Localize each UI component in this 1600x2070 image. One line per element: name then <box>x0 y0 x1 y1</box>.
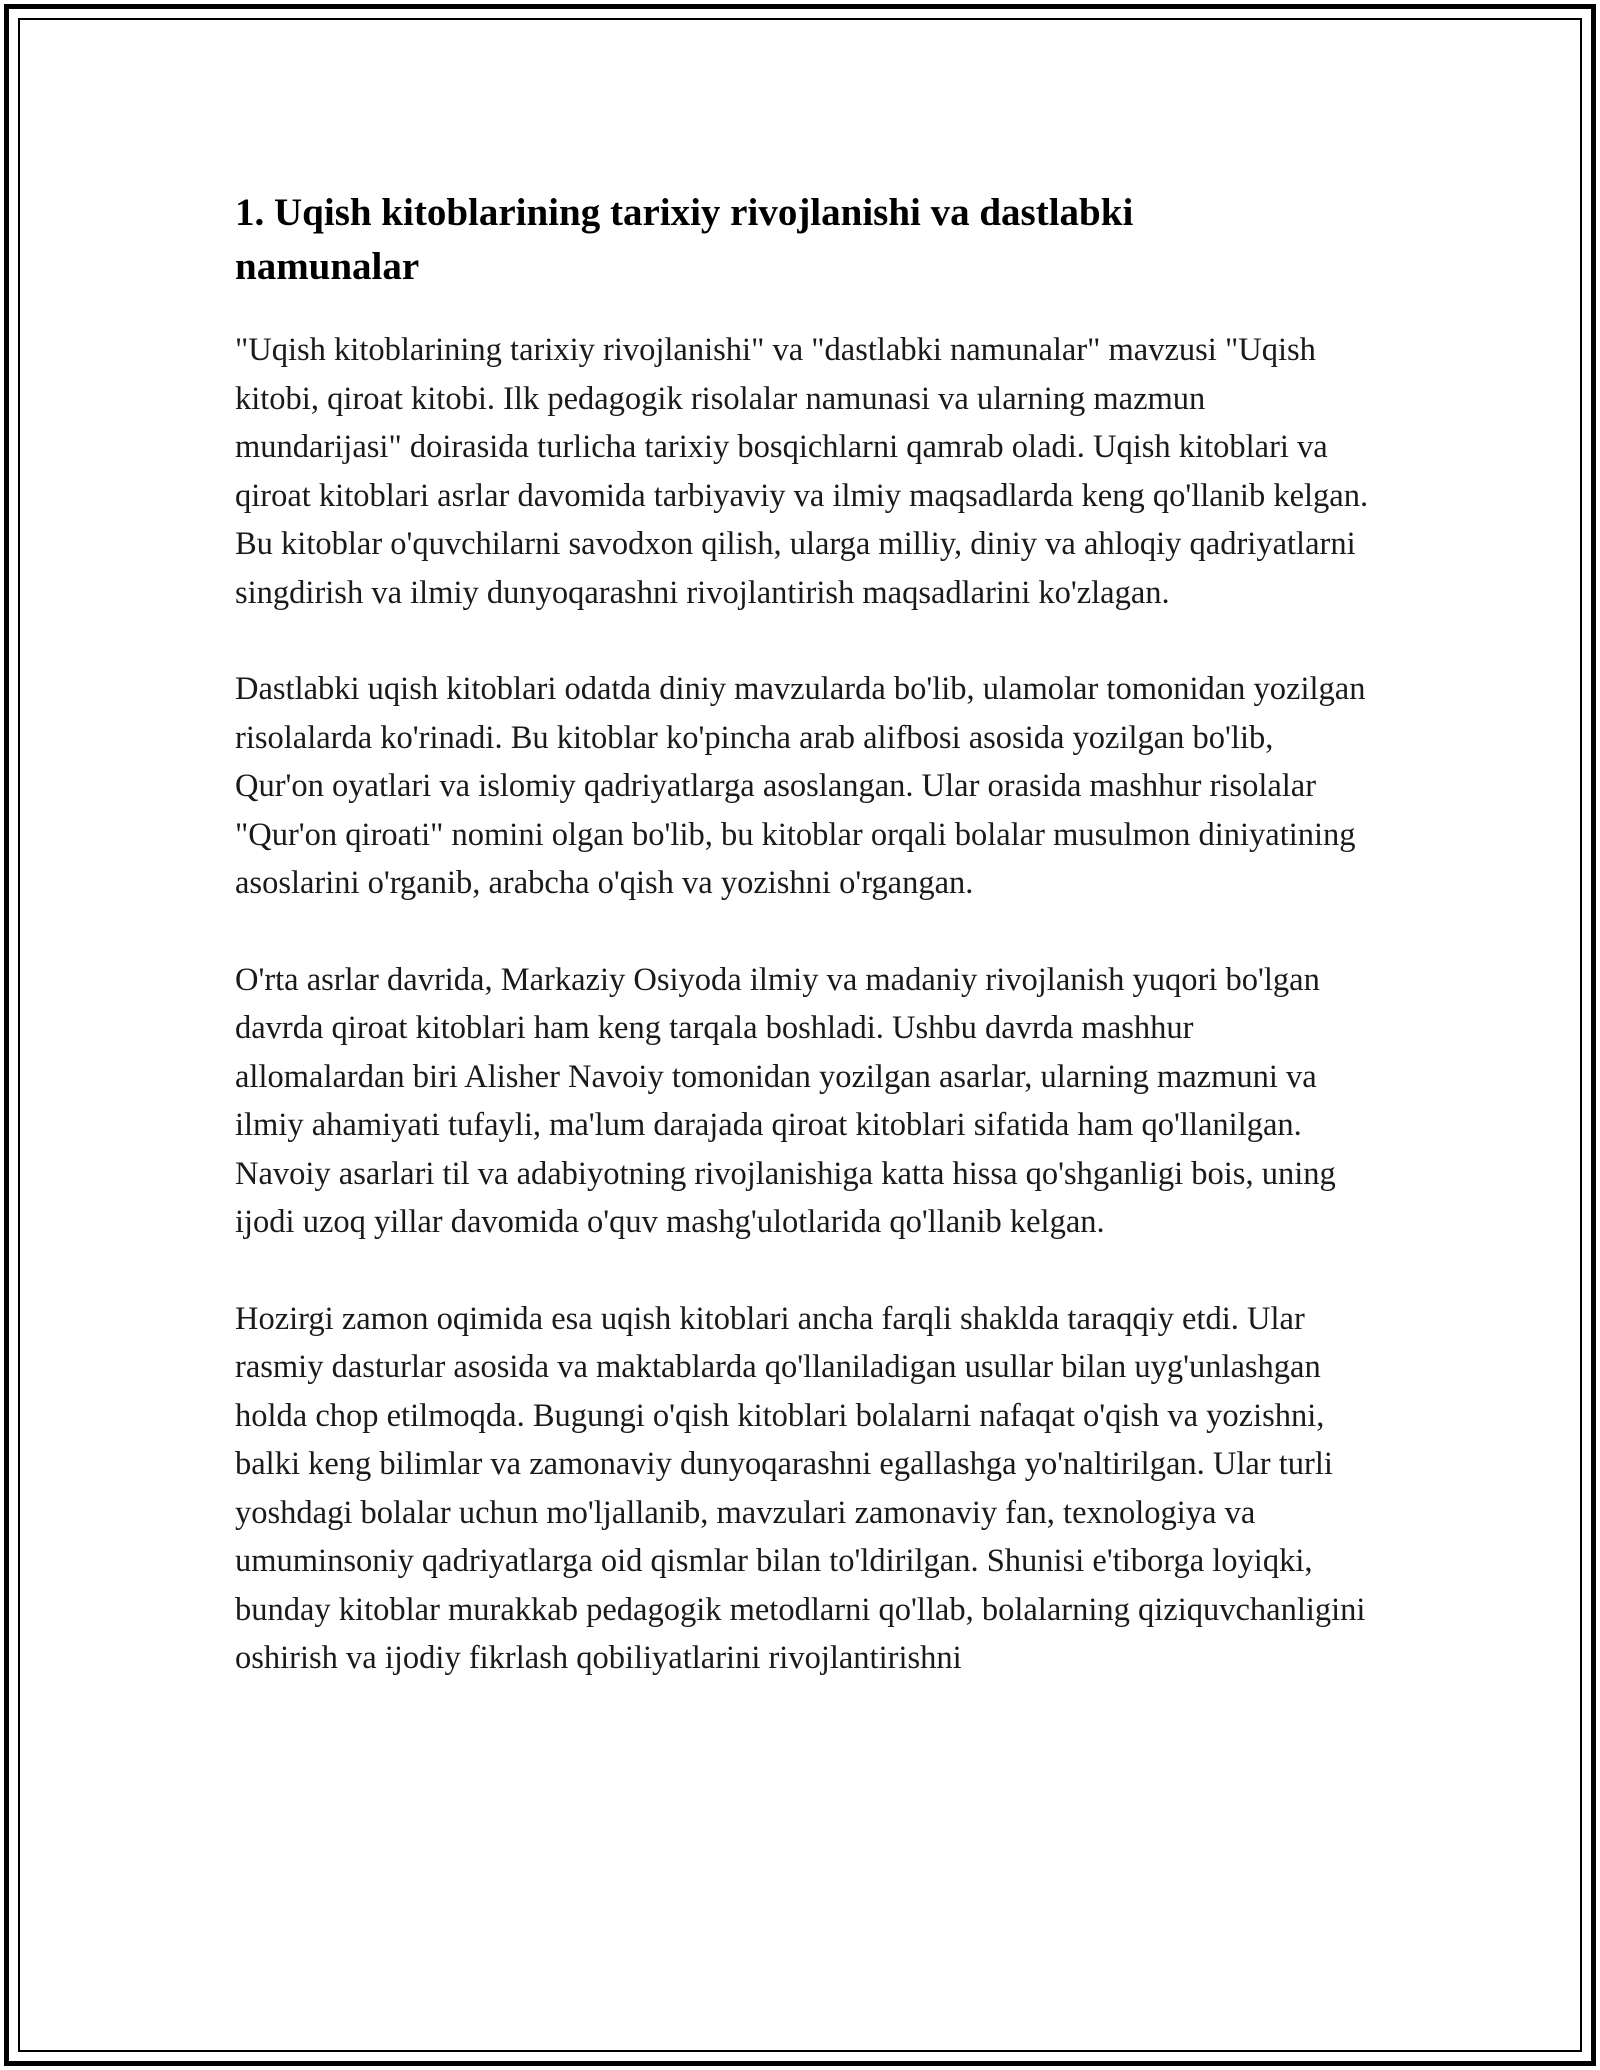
document-body <box>235 186 1370 1731</box>
paragraph-4: Hozirgi zamon oqimida esa uqish kitoblari ancha farqli shaklda taraqqiy etdi. Ular rasmiy dasturlar asosida va maktablarda qo'llaniladigan usullar bilan uyg'unlashgan holda chop etilmoqda. Bugungi o'qish kitoblari bolalarni nafaqat o'qish va yozishni, balki keng bilimlar va zamonaviy dunyoqarashni egallashga yo'naltirilgan. Ular turli yoshdagi bolalar uchun mo'ljallanib, mavzulari zamonaviy fan, texnologiya va umuminsoniy qadriyatlarga oid qismlar bilan to'ldirilgan. Shunisi e'tiborga loyiqki, bunday kitoblar murakkab pedagogik metodlarni qo'llab, bolalarning qiziquvchanligini oshirish va ijodiy fikrlash qobiliyatlarini rivojlantirishni <box>235 1300 1366 1676</box>
paragraph-2: Dastlabki uqish kitoblari odatda diniy mavzularda bo'lib, ulamolar tomonidan yozilgan risolalarda ko'rinadi. Bu kitoblar ko'pincha arab alifbosi asosida yozilgan bo'lib, Qur'on oyatlari va islomiy qadriyatlarga asoslangan. Ular orasida mashhur risolalar "Qur'on qiroati" nomini olgan bo'lib, bu kitoblar orqali bolalar musulmon diniyatining asoslarini o'rganib, arabcha o'qish va yozishni o'rgangan. <box>235 671 1366 901</box>
paragraph-1: "Uqish kitoblarining tarixiy rivojlanishi" va "dastlabki namunalar" mavzusi "Uqish kitobi, qiroat kitobi. Ilk pedagogik risolalar namunasi va ularning mazmun mundarijasi" doirasida turlicha tarixiy bosqichlarni qamrab oladi. Uqish kitoblari va qiroat kitoblari asrlar davomida tarbiyaviy va ilmiy maqsadlarda keng qo'llanib kelgan. Bu kitoblar o'quvchilarni savodxon qilish, ularga milliy, diniy va ahloqiy qadriyatlarni singdirish va ilmiy dunyoqarashni rivojlantirish maqsadlarini ko'zlagan. <box>235 332 1369 611</box>
paragraph-3: O'rta asrlar davrida, Markaziy Osiyoda ilmiy va madaniy rivojlanish yuqori bo'lgan davrda qiroat kitoblari ham keng tarqala boshladi. Ushbu davrda mashhur allomalardan biri Alisher Navoiy tomonidan yozilgan asarlar, ularning mazmuni va ilmiy ahamiyati tufayli, ma'lum darajada qiroat kitoblari sifatida ham qo'llanilgan. Navoiy asarlari til va adabiyotning rivojlanishiga katta hissa qo'shganligi bois, uning ijodi uzoq yillar davomida o'quv mashg'ulotlarida qo'llanib kelgan. <box>235 961 1336 1240</box>
section-heading: 1. Uqish kitoblarining tarixiy rivojlanishi va dastlabki namunalar <box>235 191 1134 288</box>
